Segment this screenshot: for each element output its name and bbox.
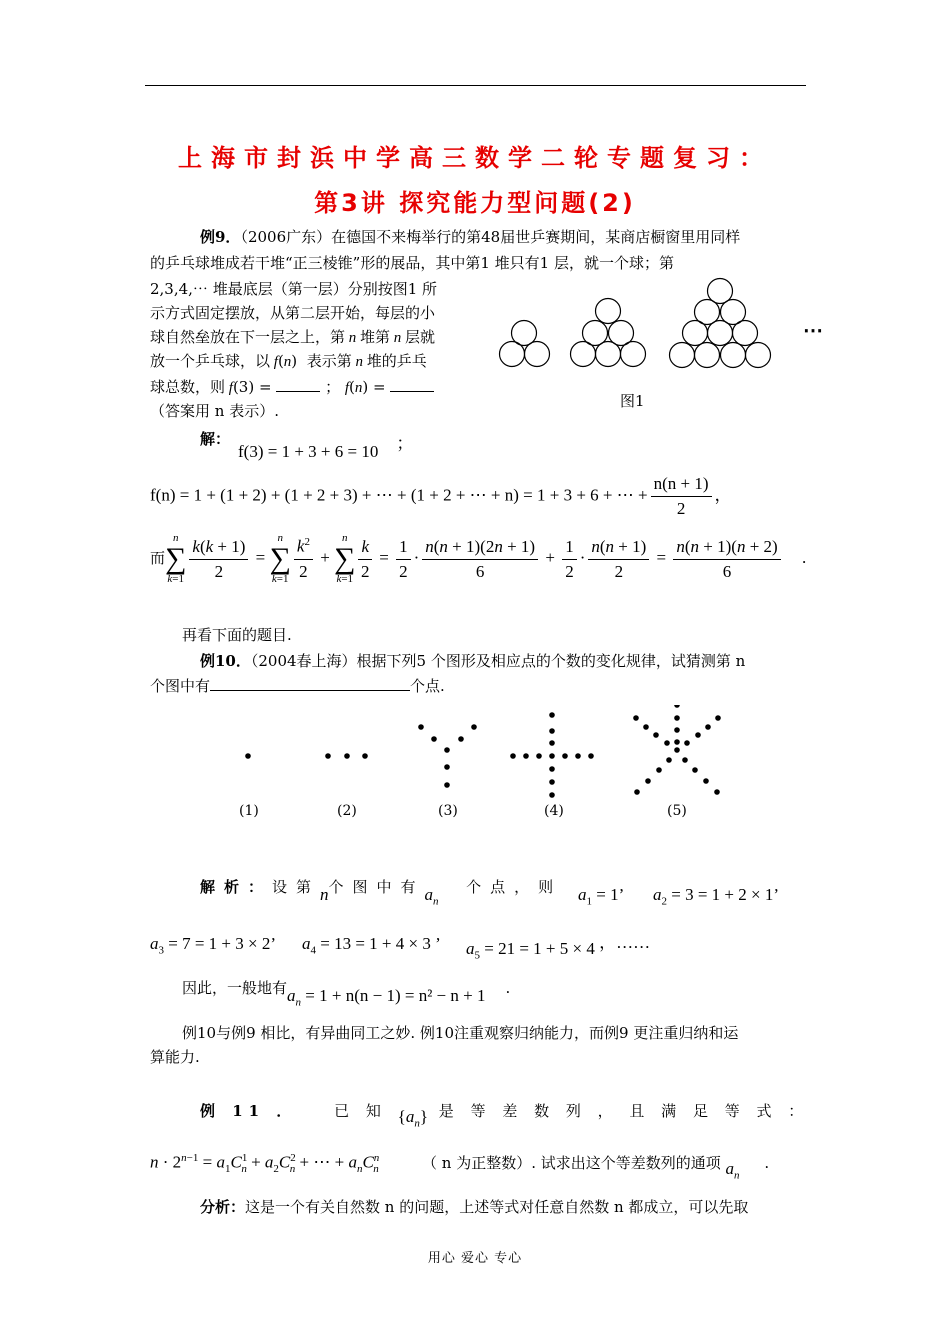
frac-den: 2	[676, 499, 686, 518]
sol9-label: 解：	[200, 430, 231, 448]
ex9-line5b: 堆第	[360, 328, 391, 346]
analysis-text: 这是一个有关自然数 n 的问题，上述等式对任意自然数 n 都成立，可以先取	[245, 1198, 749, 1216]
ex11-line1a: 已 知	[334, 1102, 387, 1120]
sol10-a5: $a_5 = 21 = 1 + 5 \times 4$ ，……	[466, 933, 651, 962]
sol9-eq3-end: .	[801, 547, 807, 567]
ex9-label: 例9．	[200, 228, 241, 246]
ex9-line6b: 表示第	[306, 352, 352, 370]
page-footer: 用心 爱心 专心	[427, 1251, 523, 1266]
page-subtitle: 第3讲 探究能力型问题(2)	[314, 189, 636, 217]
ex11-line2b: .	[764, 1154, 770, 1172]
ex10-line2a: 个图中有	[150, 677, 211, 695]
sol10-general-text: 因此，一般地有	[182, 979, 288, 997]
sol10-general-end: .	[505, 979, 511, 997]
figure-1-ellipsis: ⋯	[803, 318, 823, 342]
sol10-a3-eq: = 7 = 1 + 3 × 2	[168, 934, 271, 953]
ex10-text1: （2004春上海）根据下列5 个图形及相应点的个数的变化规律，试猜测第 n	[250, 652, 746, 670]
sol10-a1: $a_1 = 1$’	[578, 885, 625, 908]
dot-label-4: (4)	[544, 803, 564, 819]
ex11-line1b: 是 等 差 数 列 ， 且 满 足 等 式 ：	[438, 1102, 810, 1120]
ex9-line6c: 堆的乒乓	[366, 352, 427, 370]
sol10-a3: $a_3 = 7 = 1 + 3 \times 2$’	[150, 934, 277, 957]
sol10-a1-eq: = 1	[596, 885, 619, 904]
sol10-general: 因此，一般地有$a_n = 1 + n(n - 1) = n^2 - n + 1$ .	[182, 979, 511, 1009]
ex11-line2a: （ n 为正整数）. 试求出这个等差数列的通项	[422, 1154, 721, 1172]
compare-line1: 例10与例9 相比，有异曲同工之妙. 例10注重观察归纳能力，而例9 更注重归纳和运	[182, 1024, 739, 1042]
answer-blank-fn[interactable]	[390, 377, 434, 392]
ex9-line3: 2,3,4,⋯ 堆最底层（第一层）分别按图1 所	[150, 280, 438, 298]
ex9-line4: 示方式固定摆放，从第二层开始，每层的小	[150, 304, 436, 322]
ex9-line6: 放一个乒乓球，以 f(n) 表示第 n 堆的乒乓	[150, 352, 427, 370]
ex11-line1: 例 11 ． 已 知 $\{a_n\}$ 是 等 差 数 列 ， 且 满 足 等 式 ：	[200, 1102, 810, 1130]
sum-symbol: n ∑ k=1	[334, 532, 356, 585]
dot-label-5: (5)	[667, 803, 687, 819]
dot-label-2: (2)	[337, 803, 357, 819]
sol10-line1c: 个点，则	[466, 878, 563, 896]
sol10-label: 解析：	[200, 878, 273, 896]
sol9-eq1-end: ；	[396, 434, 414, 453]
ex11-equation: $n \cdot 2^{n-1} = a_1C^1_n + a_2C^2_n$ + ⋯ + $a_nC^n_n$	[150, 1152, 380, 1176]
figure-1-ball-pyramids	[495, 275, 835, 380]
analysis-line	[200, 1196, 748, 1218]
compare-line2: 算能力.	[150, 1048, 200, 1066]
ex9-line2: 的乒乓球堆成若干堆“正三棱锥”形的展品，其中第1 堆只有1 层，就一个球；第	[150, 254, 674, 272]
sol9-eq2-text: f(n) = 1 + (1 + 2) + (1 + 2 + 3) + ⋯ + (1 + 2 + ⋯ + n) = 1 + 3 + 6 + ⋯ +	[150, 485, 648, 505]
sol9-eq3-prefix: 而	[150, 548, 166, 567]
ball	[525, 342, 550, 367]
sol9-eq1-text: f(3) = 1 + 3 + 6 = 10	[238, 442, 379, 461]
ex10-line1	[200, 650, 745, 672]
answer-blank-ex10[interactable]	[210, 676, 410, 691]
ex11-label: 例 11 ．	[200, 1102, 298, 1120]
answer-blank-f3[interactable]	[276, 377, 320, 392]
sol9-eq1	[238, 434, 414, 462]
sol10-a2-eq: = 3 = 1 + 2 × 1	[671, 885, 774, 904]
sol10-dots: ，……	[599, 933, 651, 952]
sol10-line1: 解析：设第n个图中有$a_n$ 个点，则	[200, 878, 563, 908]
transition-text: 再看下面的题目.	[182, 626, 292, 644]
analysis-label: 分析：	[200, 1198, 246, 1216]
ex9-line8: （答案用 n 表示）.	[150, 402, 279, 420]
header-rule	[145, 85, 806, 86]
ex9-line5a: 球自然垒放在下一层之上，第	[150, 328, 346, 346]
figure-1-caption: 图1	[620, 392, 645, 410]
sol9-eq2	[150, 474, 732, 519]
sol9-eq3: 而n ∑ k=1 $\frac{k(k + 1)}{2}$ = n ∑ k=1 $\frac{k^2}{2}$ + n ∑ k=1 $\frac{k}{2}$ = $\frac{1}{2}$ · $\frac{n(n + 1)(2n + 1)}{6}$ + $\frac{1}{2}$ · $\frac{n(n + 1)}{2}$ = $\frac{n(n + 1)(n + 2)}{6}$ .	[150, 532, 807, 585]
sol10-a5-eq: = 21 = 1 + 5 × 4	[484, 939, 595, 958]
sol10-line1a: 设第	[272, 878, 321, 896]
sol10-a4-eq: = 13 = 1 + 4 × 3	[320, 934, 431, 953]
sol10-line1b: 个图中有	[328, 878, 425, 896]
ex9-line5c: 层就	[405, 328, 436, 346]
sum-symbol: n ∑ k=1	[165, 532, 187, 585]
sol9-eq2-frac	[651, 474, 712, 519]
ex9-line1	[150, 226, 740, 248]
ball	[500, 342, 525, 367]
sum-symbol: n ∑ k=1	[269, 532, 291, 585]
ex10-label: 例10．	[200, 652, 251, 670]
page-title: 上海市封浜中学高三数学二轮专题复习：	[178, 144, 772, 172]
ex9-line5: 球自然垒放在下一层之上，第 n 堆第 n 层就	[150, 328, 436, 346]
ex9-line6a: 放一个乒乓球，以	[150, 352, 271, 370]
frac-num: n(n + 1)	[651, 474, 712, 497]
dot-label-3: (3)	[438, 803, 458, 819]
ex9-text1: （2006广东）在德国不来梅举行的第48届世乒赛期间，某商店橱窗里用同样	[240, 228, 741, 246]
sol10-a4: $a_4 = 13 = 1 + 4 \times 3$ ’	[302, 934, 441, 957]
dot-label-1: (1)	[239, 803, 259, 819]
ex9-line7: 球总数，则 f(3) = ； f(n) =	[150, 376, 434, 399]
ex9-line7a: 球总数，则	[150, 378, 226, 396]
ex11-line2: （ n 为正整数）. 试求出这个等差数列的通项 $a_n$ .	[422, 1154, 770, 1182]
ex9-line7b: ；	[325, 378, 341, 396]
sol10-a2: $a_2 = 3 = 1 + 2 \times 1$’	[653, 885, 780, 908]
ex10-line2	[150, 675, 445, 697]
ex10-line2b: 个点.	[410, 677, 445, 695]
sol10-general-eq: = 1 + n(n − 1) = n² − n + 1	[305, 986, 486, 1005]
sol9-eq2-end: ，	[714, 485, 732, 505]
figure-dot-patterns	[225, 705, 725, 805]
